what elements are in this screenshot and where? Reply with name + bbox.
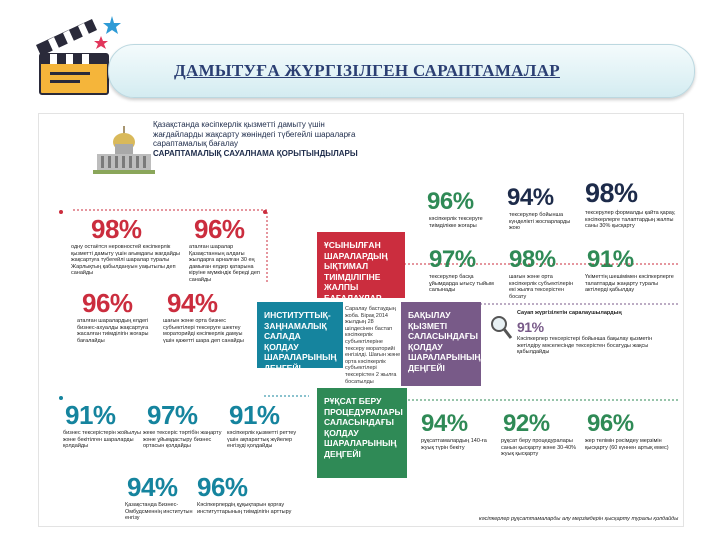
blue-stat-4-text: Қазақстанда Бизнес-Омбудсменнің институтын енгізу (125, 502, 193, 522)
red-stat-3-text: аталған шаралардың елдегі бизнес-ахуалды жақсартуға жасалған тиімділігін жоғары бағалайды (77, 318, 149, 344)
green-stat-1-value: 94% (421, 410, 468, 437)
green-stat-3-value: 96% (587, 410, 634, 437)
red-stat-2-value: 96% (194, 214, 245, 244)
footnote: кәсіпкерлер рұқсаттамаларды алу мерзімдерін қысқарту туралы қолдайды (479, 516, 679, 522)
red-stat-4-value: 94% (167, 288, 218, 318)
magnifier-text: Кәсіпкерлер тексерістері бойынша бақылау қызметін жетілдіру мәселесінде тексерістен босатуды жақсы қабылдайды (517, 336, 653, 356)
top-stat-2-value: 94% (507, 184, 554, 211)
top-stat-6-value: 91% (587, 246, 634, 273)
top-stat-1-value: 96% (427, 188, 474, 215)
purple-box-control-support: БАҚЫЛАУ ҚЫЗМЕТІ САЛАСЫНДАҒЫ ҚОЛДАУ ШАРАЛАРЫНЫҢ ДЕҢГЕЙІ (401, 302, 481, 386)
moratorium-note: Саралау бастаудың жоба. Бірақ 2014 жылдың 28 шілдесінен бастап кәсіпкерлік субъектілеріне тексеру мораторийі енгізілді. Шағын және орта кәсіпкерлік субъектілері тексерістен 2 жылға босатылды (345, 306, 401, 385)
blue-stat-2-text: жеке тексеріс тәртібін жаңарту және ұйымдастыру бизнес ортасын қолдайды (143, 430, 222, 450)
dot-decoration (263, 210, 267, 214)
magnifier-value: 91% (517, 319, 544, 335)
header-line1: Қазақстанда кәсіпкерлік қызметті дамыту үшін (153, 120, 325, 129)
top-stat-4-value: 97% (429, 246, 476, 273)
magnifier-label: Сауап жүргізілетін саралаушылардың (517, 310, 622, 316)
top-stat-3-text: тексерулер формалды қайта қарау, кәсіпкерлерге талаптардың жалпы саны 30% қысқарту (585, 210, 676, 230)
top-stat-6-text: Үкіметтің шешімімен кәсіпкерлерге талаптарды жаңарту туралы актілерді қабылдау (585, 274, 674, 294)
red-stat-2-text: аталған шаралар Қазақстанның алдағы жылдарға арналған 30 ең дамыған елдер қатарына кіруіне мүмкіндік береді деп санайды (189, 244, 260, 283)
title-banner (108, 44, 695, 98)
green-box-permit-support: РҰҚСАТ БЕРУ ПРОЦЕДУРАЛАРЫ САЛАСЫНДАҒЫ ҚОЛДАУ ШАРАЛАРЫНЫҢ ДЕҢГЕЙІ (317, 388, 407, 478)
red-box-overall-assessment: ҰСЫНЫЛҒАН ШАРАЛАРДЫҢ ЫҚТИМАЛ ТИІМДІЛІГІНЕ ЖАЛПЫ БАҒАЛАУЛАР (317, 232, 405, 298)
top-stat-5-value: 98% (509, 246, 556, 273)
header-line2: жағдайларды жақсарту жөніндегі түбегейлі шараларға (153, 129, 356, 139)
red-stat-1-value: 98% (91, 214, 142, 244)
top-stat-1-text: кәсіпкерлік тексеруге тиімділікке жоғары (429, 216, 483, 229)
header-line3: сараптамалық бағалау (153, 139, 239, 149)
top-stat-2-text: тексерулер бойынша күнделікті жоспарларды жою (509, 212, 571, 232)
blue-stat-1-text: бизнес тексерістерін жойылуы және бекітілген шараларды қолдайды (63, 430, 141, 450)
blue-stat-2-value: 97% (147, 400, 198, 430)
blue-stat-5-value: 96% (197, 472, 248, 502)
dot-decoration (59, 210, 63, 214)
blue-stat-4-value: 94% (127, 472, 178, 502)
clapperboard-icon (30, 14, 122, 96)
red-stat-4-text: шағын және орта бизнес субъектілері тексеруге шектеу мораторийді кәсіпкерлік дамуы үшін қажетті шара деп санайды (163, 318, 244, 344)
green-stat-2-value: 92% (503, 410, 550, 437)
blue-stat-1-value: 91% (65, 400, 116, 430)
blue-stat-3-value: 91% (229, 400, 280, 430)
red-stat-1-text: одну остаётся неровностей кәсіпкерлік қызметті дамыту үшін ағымдағы жағдайды жақсартуға түбегейлі шаралар туралы Жарлықтың қабылдануын уақытылы деп санайды (71, 244, 180, 277)
top-stat-4-text: тексерулер басқа ұйымдарда ығысу тыйым салынады (429, 274, 494, 294)
header-line4: САРАПТАМАЛЫҚ САУАЛНАМА ҚОРЫТЫНДЫЛАРЫ (153, 148, 358, 158)
red-stat-3-value: 96% (82, 288, 133, 318)
blue-box-legislative-support: ИНСТИТУТТЫҚ-ЗАҢНАМАЛЫҚ САЛАДА ҚОЛДАУ ШАРАЛАРЫНЫҢ ДЕҢГЕЙІ (257, 302, 343, 368)
blue-stat-3-text: кәсіпкерлік қызметті реттеу үшін ақпараттық жүйелер енгізуді қолдайды (227, 430, 297, 450)
dot-decoration (59, 396, 63, 400)
green-stat-1-text: рұқсаттамалардың 140-ға жуық түрін бекіту (421, 438, 487, 451)
page-title: ДАМЫТУҒА ЖҮРГІЗІЛГЕН САРАПТАМАЛАР (174, 61, 560, 80)
infographic-poster (38, 113, 684, 527)
green-stat-2-text: рұқсат беру процедуралары санын қысқарту және 30-40% жуық қысқарту (501, 438, 577, 458)
magnifier-icon (489, 314, 513, 340)
top-stat-3-value: 98% (585, 178, 638, 208)
top-stat-5-text: шағын және орта кәсіпкерлік субъектілерін екі жылға тексерістен босату (509, 274, 573, 300)
green-stat-3-text: жер телімін рәсімдеу мерзімін қысқарту (60 күннен артық емес) (585, 438, 669, 451)
blue-stat-5-text: Кәсіпкерлердің құқықтарын қорғау институттарының тиімділігін арттыру (197, 502, 292, 515)
